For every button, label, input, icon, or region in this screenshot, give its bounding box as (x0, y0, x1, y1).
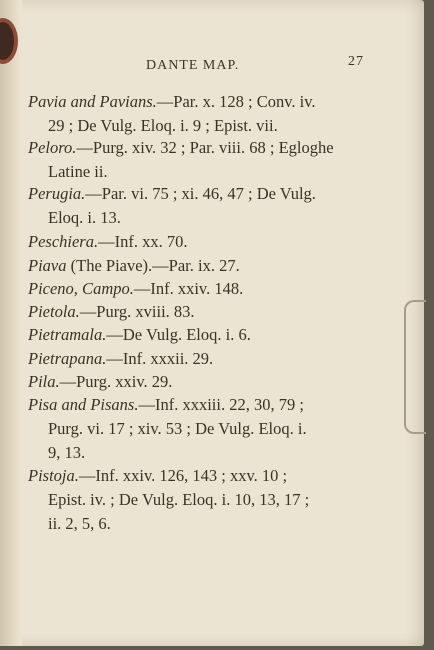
page-gutter (0, 0, 22, 646)
place-name: Piava (28, 256, 67, 275)
entry-references: (The Piave).—Par. ix. 27. (66, 256, 240, 275)
entry-continuation: 9, 13. (48, 443, 86, 462)
place-name: Pistoja. (28, 466, 79, 485)
entry-continuation: Latine ii. (48, 162, 108, 181)
place-name: Pisa and Pisans. (28, 395, 139, 414)
place-name: Pila. (28, 372, 60, 391)
entry-references: —Purg. xxiv. 29. (59, 372, 173, 391)
place-name: Piceno, Campo. (28, 279, 134, 298)
place-name: Pavia and Pavians. (28, 92, 157, 111)
index-entry (28, 230, 380, 254)
running-title: DANTE MAP. (146, 58, 240, 73)
entry-continuation: ii. 2, 5, 6. (48, 514, 111, 533)
place-name: Peloro. (28, 138, 77, 157)
entry-continuation: Purg. vi. 17 ; xiv. 53 ; De Vulg. Eloq. i. (48, 419, 307, 438)
index-entry (28, 182, 380, 230)
entry-references: —Par. x. 128 ; Conv. iv. (156, 92, 316, 111)
entry-references: —Inf. xx. 70. (98, 232, 188, 251)
entry-continuation: Eloq. i. 13. (48, 208, 121, 227)
entry-references: —Purg. xiv. 32 ; Par. viii. 68 ; Egloghe (76, 138, 334, 157)
index-entry (28, 90, 380, 138)
entry-references: —Inf. xxxii. 29. (106, 349, 214, 368)
index-entry (28, 254, 380, 278)
index-entry (28, 323, 380, 347)
entry-references: —Purg. xviii. 83. (79, 302, 195, 321)
entry-continuation: 29 ; De Vulg. Eloq. i. 9 ; Epist. vii. (48, 116, 278, 135)
index-entry (28, 393, 380, 465)
entry-references: —Inf. xxiv. 126, 143 ; xxv. 10 ; (78, 466, 288, 485)
index-entry (28, 370, 380, 394)
place-name: Pietramala. (28, 325, 107, 344)
bookmark-thread (404, 300, 426, 434)
place-name: Pietola. (28, 302, 80, 321)
running-header (0, 54, 424, 82)
entry-references: —De Vulg. Eloq. i. 6. (106, 325, 251, 344)
entry-references: —Inf. xxxiii. 22, 30, 79 ; (138, 395, 304, 414)
entry-references: —Inf. xxiv. 148. (133, 279, 244, 298)
place-name: Perugia. (28, 184, 86, 203)
index-entry (28, 347, 380, 371)
entry-continuation: Epist. iv. ; De Vulg. Eloq. i. 10, 13, 17 ; (48, 490, 310, 509)
index-entry (28, 277, 380, 301)
index-entry (28, 300, 380, 324)
index-entry (28, 464, 380, 536)
entry-references: —Par. vi. 75 ; xi. 46, 47 ; De Vulg. (85, 184, 316, 203)
page-number: 27 (348, 54, 364, 69)
place-name: Pietrapana. (28, 349, 107, 368)
place-name: Peschiera. (28, 232, 99, 251)
index-entry (28, 136, 380, 184)
